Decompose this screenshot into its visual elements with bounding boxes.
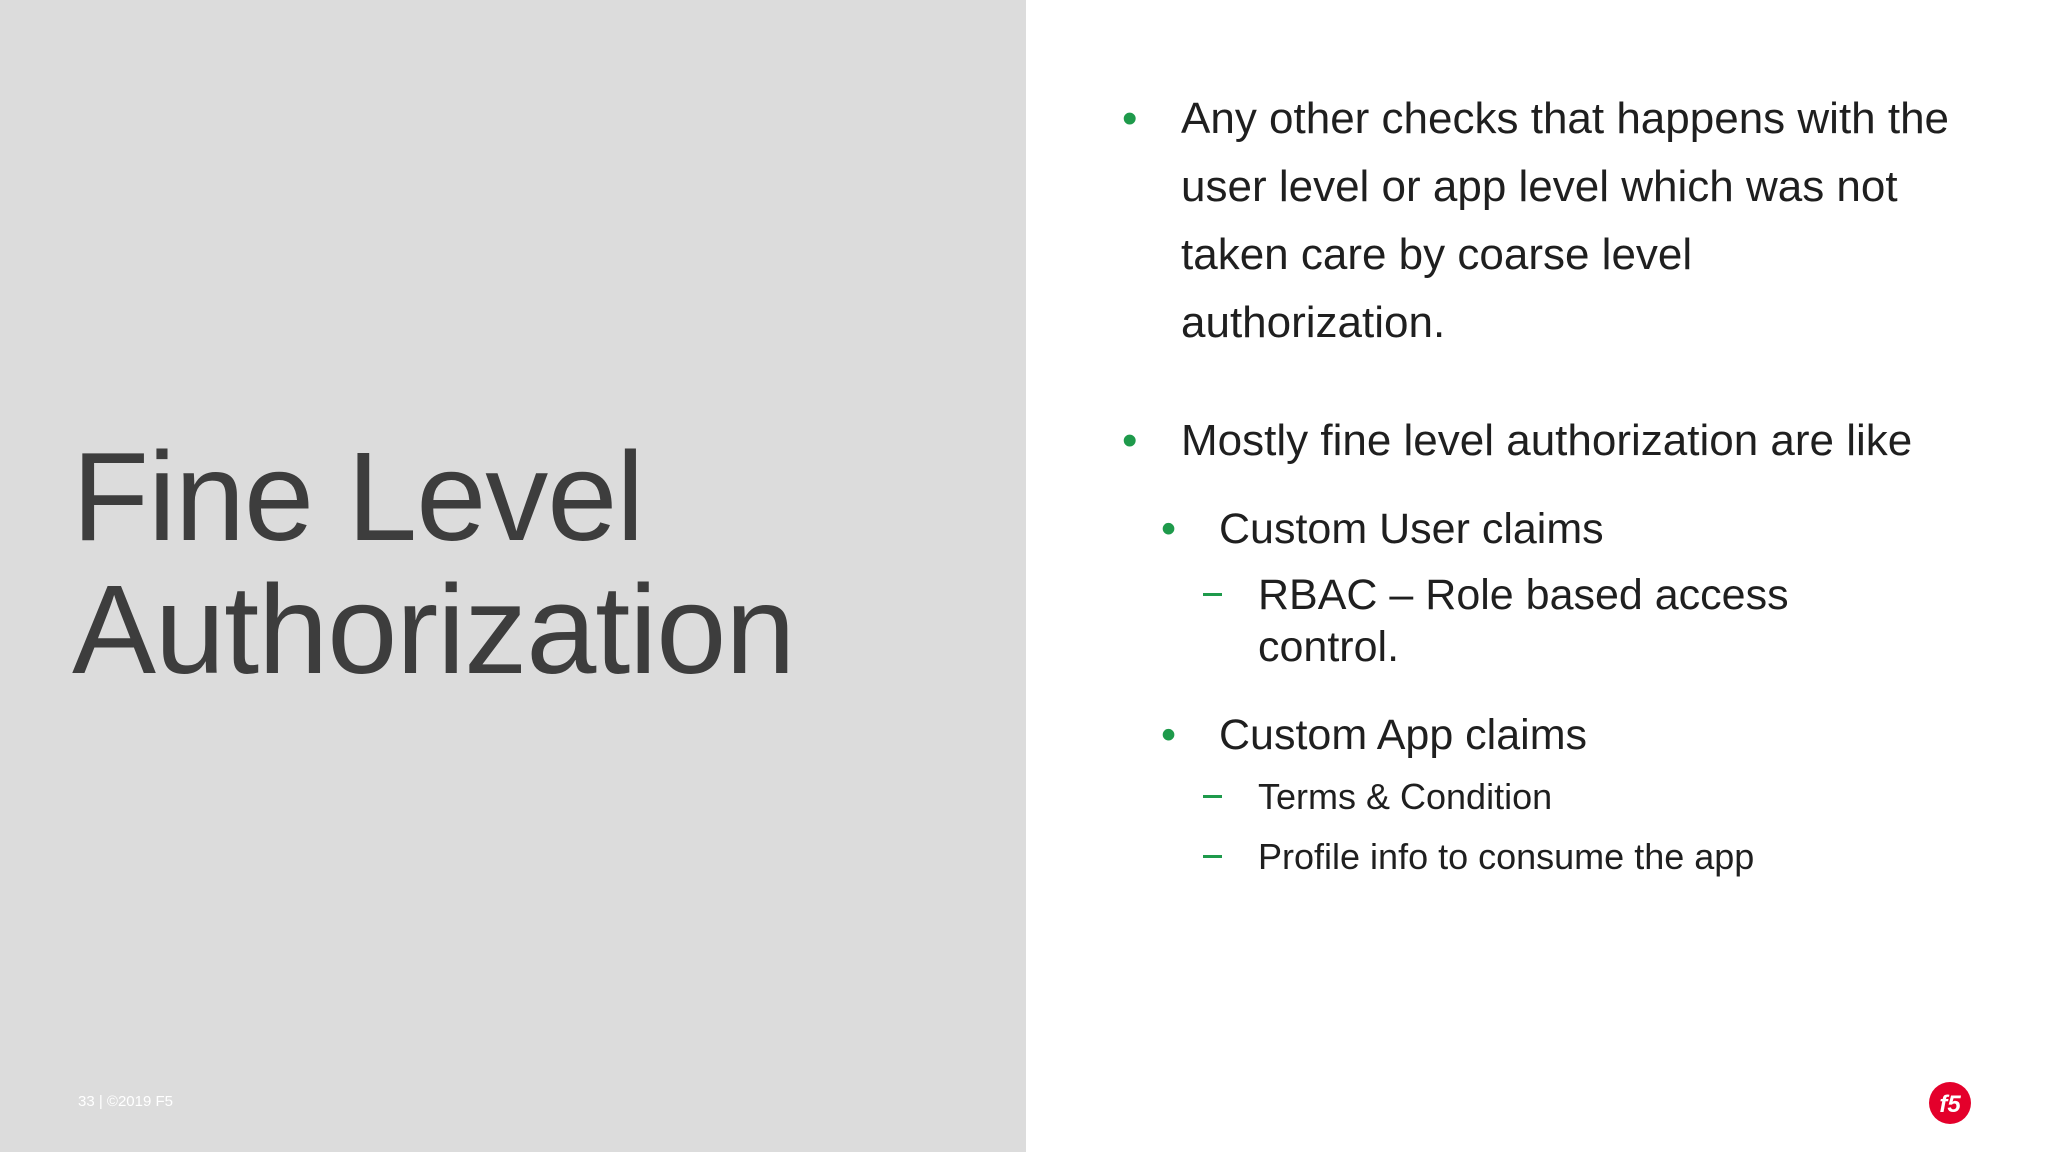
- bullet-1-line-2: user level or app level which was not: [1181, 162, 1898, 211]
- slide-title-line-2: Authorization: [72, 559, 795, 700]
- svg-text:f5: f5: [1939, 1091, 1961, 1118]
- bullet-dot-icon: •: [1122, 94, 1138, 143]
- bullet-dot-icon: •: [1161, 711, 1177, 759]
- sub-bullet-2-text: Custom App claims: [1219, 711, 1588, 759]
- sub-bullet-1-text: Custom User claims: [1219, 505, 1604, 553]
- sub-item-3-text: Profile info to consume the app: [1258, 836, 1755, 877]
- bullet-dot-icon: •: [1122, 416, 1138, 465]
- bullet-1-line-4: authorization.: [1181, 298, 1446, 347]
- bullet-2-text: Mostly fine level authorization are like: [1181, 416, 1913, 465]
- dash-icon: [1203, 795, 1222, 798]
- sub-item-2-text: Terms & Condition: [1258, 776, 1553, 817]
- slide-footer: 33 | ©2019 F5: [78, 1093, 174, 1110]
- dash-icon: [1203, 593, 1222, 596]
- bullet-1-line-1: Any other checks that happens with the: [1181, 94, 1950, 143]
- slide-title: [72, 426, 795, 700]
- f5-logo-icon: [1928, 1081, 1972, 1125]
- sub-item-1-line-1: RBAC – Role based access: [1258, 571, 1789, 619]
- bullet-dot-icon: •: [1161, 505, 1177, 553]
- slide-title-line-1: Fine Level: [72, 426, 644, 567]
- dash-icon: [1203, 855, 1222, 858]
- sub-item-1-line-2: control.: [1258, 623, 1400, 671]
- bullet-1-line-3: taken care by coarse level: [1181, 230, 1693, 279]
